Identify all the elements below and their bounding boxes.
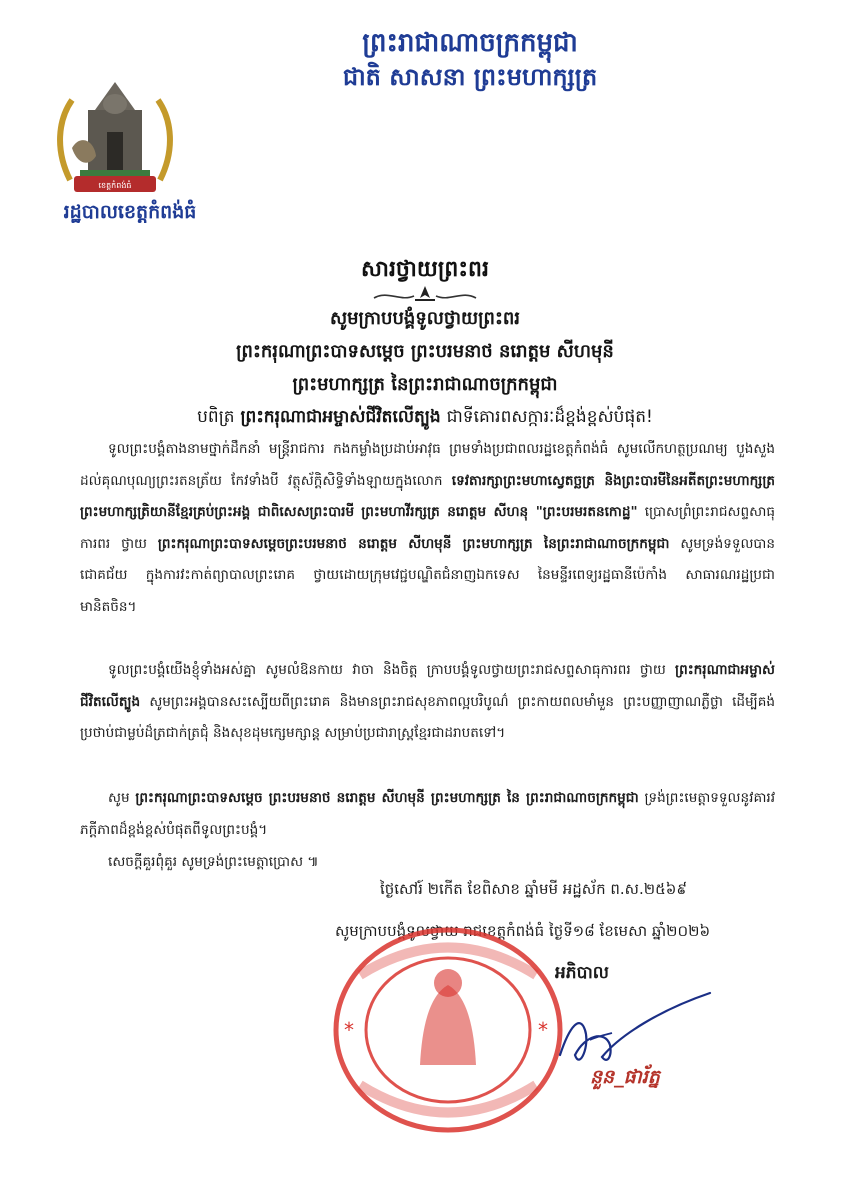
paragraph-1-text-b: ទេវតារក្សាព្រះមហាស្វេតច្ឆត្រ និងព្រះបារមីនៃអតីតព្រះមហាក្សត្រ ព្រះមហាក្សត្រិយានីខ្មែរគ្រប់ព្រះអង្គ ជាពិសេសព្រះបារមី: [80, 472, 775, 520]
paragraph-4: [80, 847, 775, 879]
kingdom-motto: ជាតិ សាសនា ព្រះមហាក្សត្រ: [342, 63, 598, 91]
paragraph-1-text-e: ព្រះករុណាព្រះបាទសម្តេចព្រះបរមនាថ នរោត្តម សីហមុនី ព្រះមហាក្សត្រ នៃព្រះរាជាណាចក្រកម្ពុជា: [157, 535, 670, 552]
official-seal-icon: [330, 925, 566, 1135]
paragraph-1-text-d: ប្រោសព្រំព្រះរាជសព្ទសាធុការពរ ថ្វាយ: [80, 504, 775, 552]
paragraph-2-text-b: ព្រះករុណាជាអម្ចាស់ជីវិតលើត្បូង: [80, 662, 775, 710]
paragraph-3: [80, 783, 775, 846]
paragraph-3-text-c: ទ្រង់ព្រះមេត្តាទទួលនូវគារវភក្តីភាពដ៏ខ្ពង់ខ្ពស់បំផុតពីទូលព្រះបង្គំ។: [80, 790, 776, 838]
kingdom-title: ព្រះរាជាណាចក្រកម្ពុជា: [362, 28, 578, 58]
paragraph-1: [80, 434, 775, 623]
closing-text: សេចក្តីគួរពុំគួរ សូមទ្រង់ព្រះមេត្តាប្រោស ៕: [108, 854, 319, 870]
salutation-suffix: ជាទីគោរពសក្ការៈដ៏ខ្ពង់ខ្ពស់បំផុត!: [446, 407, 653, 427]
salutation-line-4: [90, 406, 760, 431]
provincial-emblem-icon: [50, 70, 180, 210]
paragraph-2-text-c: សូមព្រះអង្គបានសះស្បើយពីព្រះរោគ និងមានព្រះរាជសុខភាពល្អបរិបូណ៌ ព្រះកាយពលមាំមួន ព្រះបញ្ញាញាណភ្លឺថ្លា ដើម្បីគង់ប្រថាប់ជាម្លប់ដ៏ត្រជាក់ត្រជុំ និងសុខដុមក្សេមក្សាន្ត សម្រាប់ប្រជារាស្ត្រខ្មែរជាដរាបតទៅ។: [80, 693, 775, 741]
lunar-date: ថ្ងៃសៅរ៍ ២កើត ខែពិសាខ ឆ្នាំមមី អដ្ឋស័ក ព.ស.២៥៦៩: [380, 880, 687, 898]
paragraph-3-text-b: ព្រះករុណាព្រះបាទសម្តេច ព្រះបរមនាថ នរោត្តម សីហមុនី ព្រះមហាក្សត្រ នៃ ព្រះរាជាណាចក្រកម្ពុជា: [135, 790, 639, 806]
paragraph-3-text-a: សូម: [108, 790, 130, 806]
signer-name: នួន_ផារ័ត្ន: [590, 1066, 660, 1088]
paragraph-1-text-c: ព្រះមហាវីរក្សត្រ នរោត្តម សីហនុ "ព្រះបរមរតនកោដ្ឋ": [361, 504, 638, 520]
ornament-divider-icon: [370, 284, 480, 306]
solar-date: សូមក្រាបបង្គំទូលថ្វាយ រាជខេត្តកំពង់ធំ ថ្ងៃទី១៨ ខែមេសា ឆ្នាំ២០២៦: [335, 922, 711, 940]
salutation-line-3: ព្រះមហាក្សត្រ នៃព្រះរាជាណាចក្រកម្ពុជា: [292, 374, 558, 395]
emblem-label: ខេត្តកំពង់ធំ: [98, 181, 132, 190]
page-title: សារថ្វាយព្រះពរ: [361, 257, 489, 282]
salutation-emphasis: ព្រះករុណាជាអម្ចាស់ជីវិតលើត្បូង: [240, 407, 441, 427]
paragraph-2: [80, 655, 775, 750]
svg-text:*: *: [538, 1018, 548, 1042]
paragraph-1-text-a: ទូលព្រះបង្គំតាងនាមថ្នាក់ដឹកនាំ មន្ត្រីរាជការ កងកម្លាំងប្រដាប់អាវុធ ព្រមទាំងប្រជាពលរដ្ឋខេត្តកំពង់ធំ សូមលើកហត្ថប្រណម្យ បួងសួងដល់គុណបុណ្យព្រះរតនត្រ័យ កែវទាំងបី វត្ថុស័ក្តិសិទ្ធិទាំងឡាយក្នុងលោក: [80, 441, 775, 489]
paragraph-2-text-a: ទូលព្រះបង្គំយើងខ្ញុំទាំងអស់គ្នា សូមលំឱនកាយ វាចា និងចិត្ត ក្រាបបង្គំទូលថ្វាយព្រះរាជសព្ទសាធុការពរ ថ្វាយ: [108, 662, 666, 678]
salutation-line-1: សូមក្រាបបង្គំទូលថ្វាយព្រះពរ: [329, 308, 521, 329]
salutation-line-2: ព្រះករុណាព្រះបាទសម្តេច ព្រះបរមនាថ នរោត្តម សីហមុនី: [236, 341, 614, 362]
salutation-prefix: បពិត្រ: [197, 407, 235, 427]
administration-name: រដ្ឋបាលខេត្តកំពង់ធំ: [63, 201, 197, 223]
paragraph-1-text-f: សូមទ្រង់ទទួលបានជោគជ័យ ក្នុងការវះកាត់ព្យាបាលព្រះរោគ ថ្វាយដោយក្រុមវេជ្ជបណ្ឌិតជំនាញឯកទេស នៃមន្ទីរពេទ្យរដ្ឋធានីប៉េកាំង សាធារណរដ្ឋប្រជាមានិតចិន។: [80, 535, 775, 615]
svg-text:*: *: [344, 1018, 354, 1042]
governor-title: អភិបាល: [555, 963, 609, 983]
